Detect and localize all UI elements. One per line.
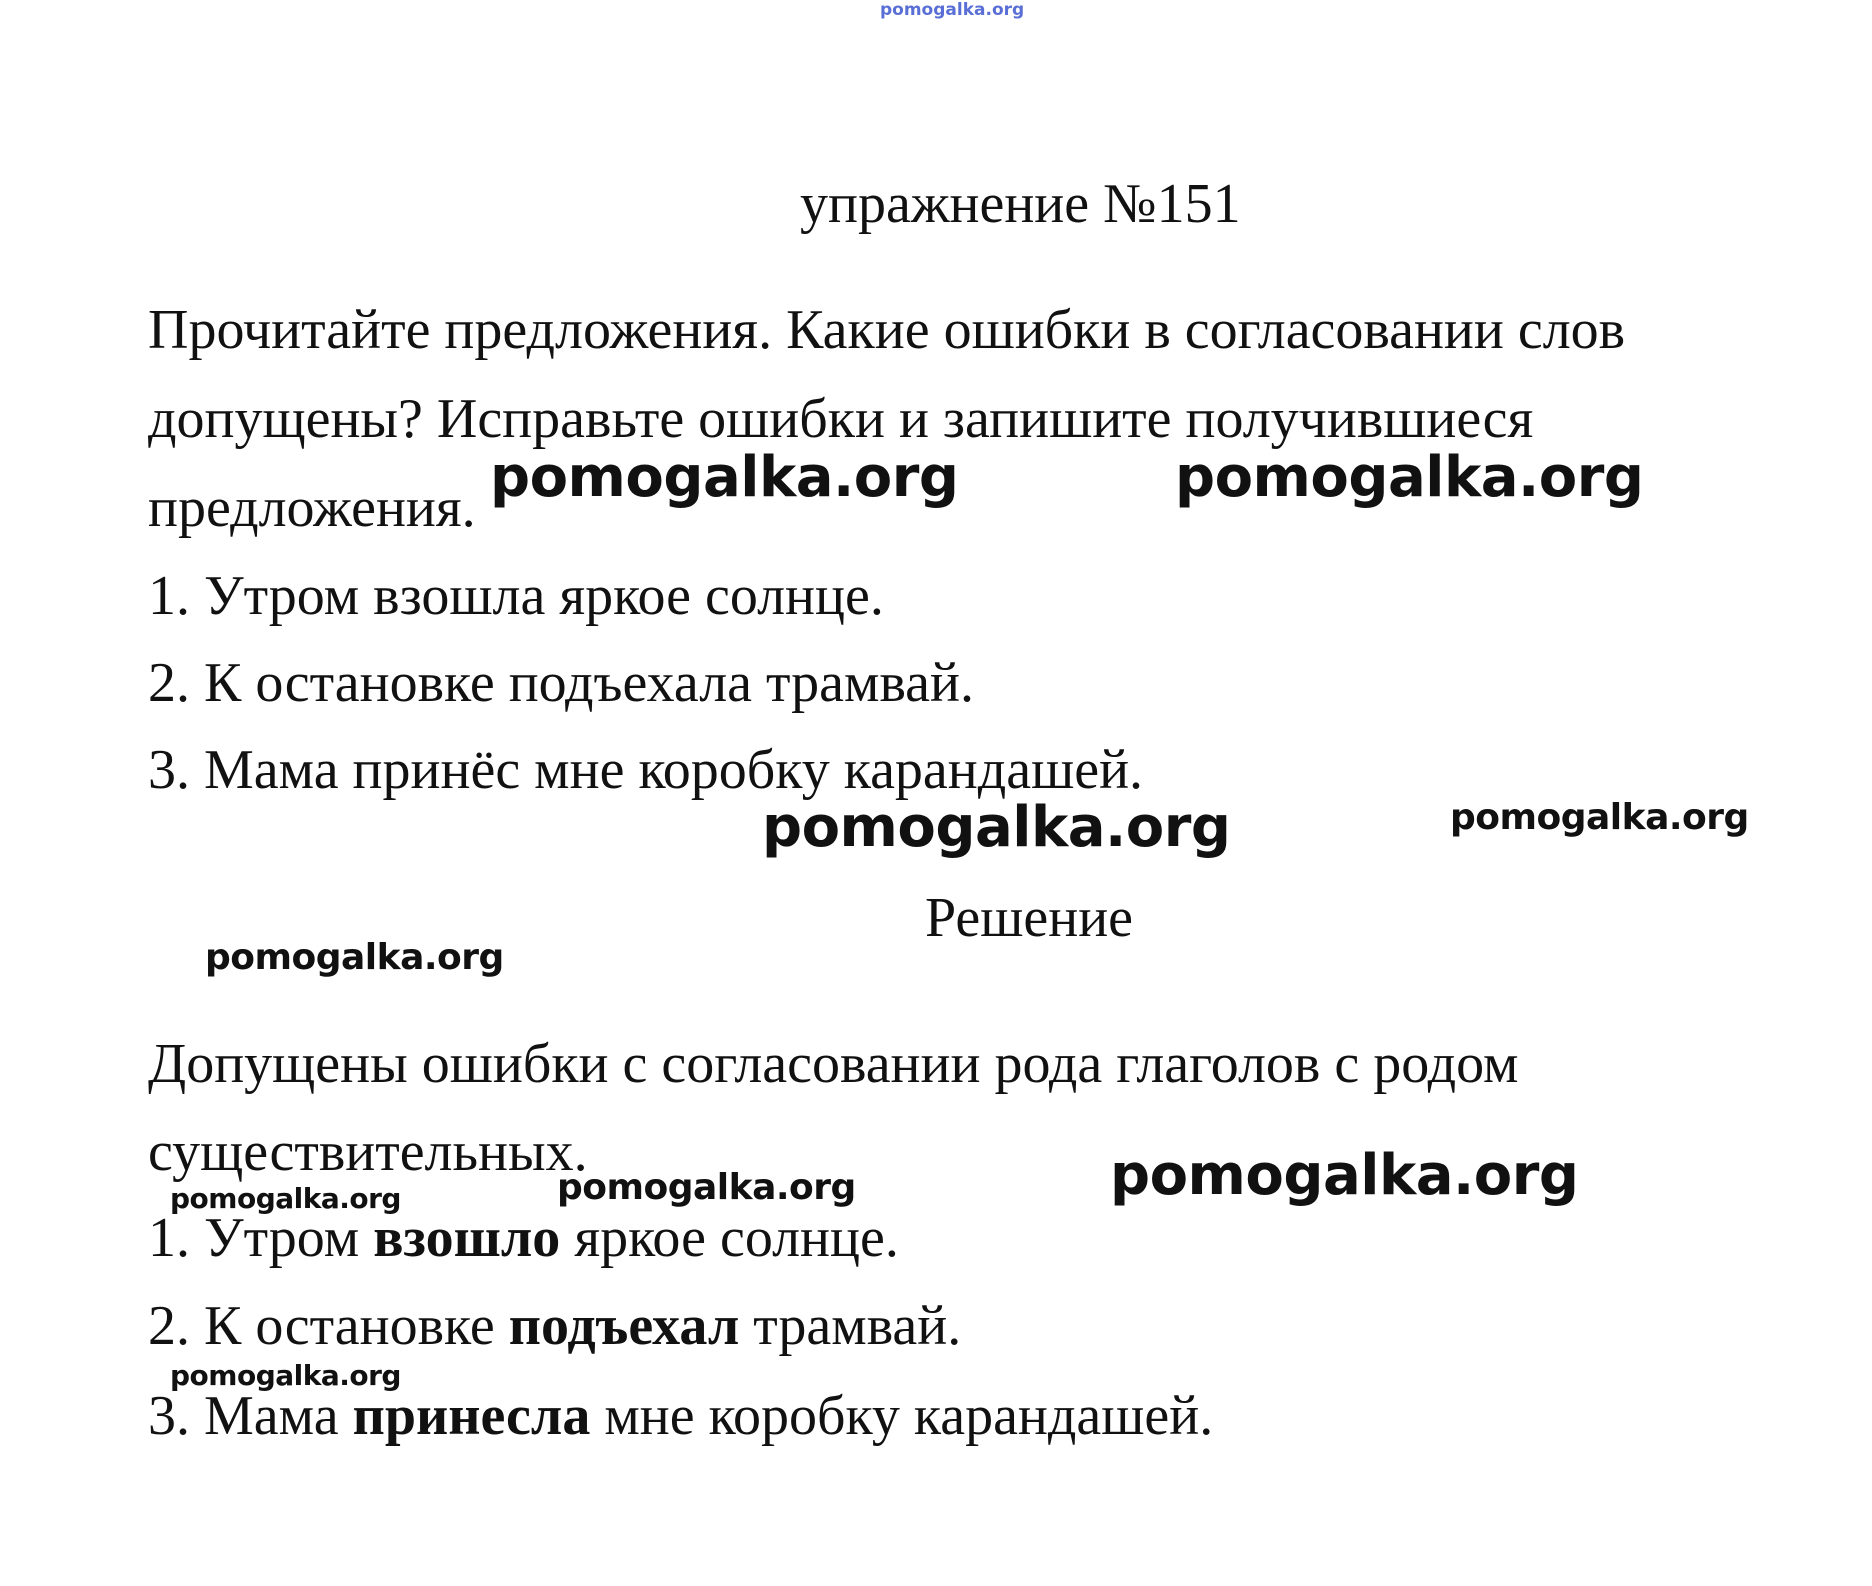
solution-heading: Решение: [925, 887, 1134, 949]
corrected-suffix: яркое солнце.: [574, 1207, 899, 1269]
watermark: pomogalka.org: [170, 1182, 401, 1215]
corrected-suffix: мне коробку карандашей.: [604, 1385, 1214, 1447]
watermark: pomogalka.org: [1110, 1143, 1579, 1208]
watermark: pomogalka.org: [557, 1167, 856, 1208]
corrected-verb: взошло: [373, 1207, 561, 1269]
task-line-2: допущены? Исправьте ошибки и запишите получившиеся: [148, 388, 1534, 450]
sentence-3: 3. Мама принёс мне коробку карандашей.: [148, 739, 1144, 801]
watermark: pomogalka.org: [1450, 797, 1749, 838]
corrected-verb: подъехал: [508, 1295, 740, 1357]
sentence-2: 2. К остановке подъехала трамвай.: [148, 652, 974, 714]
corrected-verb: принесла: [352, 1385, 591, 1447]
task-line-1: Прочитайте предложения. Какие ошибки в согласовании слов: [148, 299, 1626, 361]
answer-line-1: Допущены ошибки с согласовании рода глаголов с родом: [148, 1033, 1519, 1095]
corrected-prefix: 2. К остановке: [148, 1295, 495, 1357]
corrected-sentence-3: [148, 1385, 1214, 1447]
watermark-top: pomogalka.org: [880, 0, 1025, 20]
watermark: pomogalka.org: [170, 1359, 401, 1392]
corrected-sentence-1: [148, 1207, 899, 1269]
corrected-prefix: 3. Мама: [148, 1385, 339, 1447]
corrected-sentence-2: [148, 1295, 962, 1357]
watermark: pomogalka.org: [490, 445, 959, 510]
corrected-prefix: 1. Утром: [148, 1207, 360, 1269]
answer-line-2: существительных.: [148, 1121, 588, 1183]
watermark: pomogalka.org: [762, 795, 1231, 860]
exercise-title: упражнение №151: [800, 173, 1241, 235]
watermark: pomogalka.org: [1175, 445, 1644, 510]
task-line-3: предложения.: [148, 477, 476, 539]
sentence-1: 1. Утром взошла яркое солнце.: [148, 565, 884, 627]
corrected-suffix: трамвай.: [753, 1295, 962, 1357]
watermark: pomogalka.org: [205, 937, 504, 978]
